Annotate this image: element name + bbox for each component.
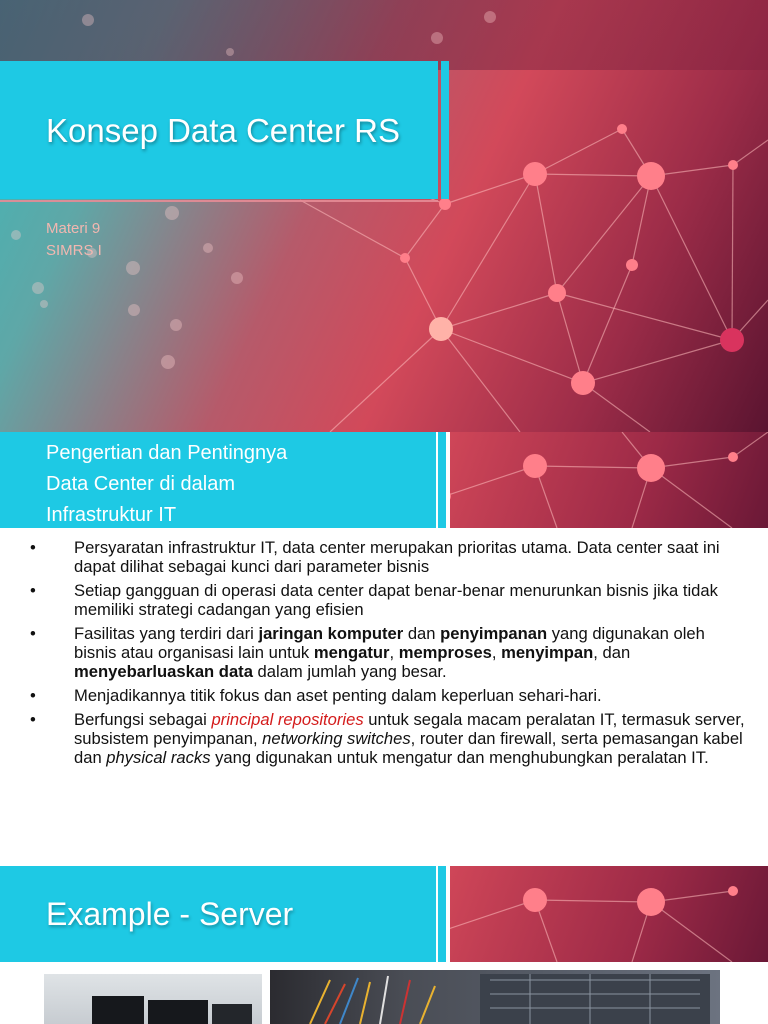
subtitle-materi: Materi 9 xyxy=(46,220,101,237)
bullet-text: Berfungsi sebagai xyxy=(74,710,212,729)
italic-term: physical racks xyxy=(106,748,211,767)
bullet-text: , router dan firewall, serta pemasangan kabel dan xyxy=(74,729,743,767)
cables-graphic xyxy=(270,970,720,1024)
heading-line: Infrastruktur IT xyxy=(46,504,177,526)
server-rack xyxy=(148,1000,208,1024)
server-rack xyxy=(92,996,144,1024)
bullet-item: • Menjadikannya titik fokus dan aset penting dalam keperluan sehari-hari. xyxy=(28,686,748,705)
bullet-text: , xyxy=(491,643,502,662)
bullet-list xyxy=(28,538,748,772)
network-graphic-small xyxy=(450,866,768,962)
bullet-item xyxy=(28,710,748,767)
slide-heading xyxy=(46,438,426,531)
server-rack-photo xyxy=(44,974,262,1024)
bullet-text: dalam jumlah yang besar. xyxy=(252,662,447,681)
bullet-text: yang digunakan oleh bisnis atau organisasi lain untuk xyxy=(74,624,705,662)
subtitle-course: SIMRS I xyxy=(46,242,102,259)
example-slide xyxy=(0,866,768,1024)
title-slide xyxy=(0,0,768,432)
bold-term: menyimpan xyxy=(501,643,594,662)
bullet-text: dan xyxy=(403,624,441,643)
bullet-text: , dan xyxy=(593,643,631,662)
bullet-item xyxy=(28,624,748,681)
slide-title: Example - Server xyxy=(46,896,294,932)
heading-line: Data Center di dalam xyxy=(46,473,235,495)
bullet-item: • Persyaratan infrastruktur IT, data center merupakan prioritas utama. Data center saat ini dapat dilihat sebagai kunci dari parameter bisnis xyxy=(28,538,748,576)
highlighted-term: principal repositories xyxy=(211,710,364,729)
heading-band-edge xyxy=(438,866,446,962)
italic-term: networking switches xyxy=(262,729,411,748)
heading-network-panel xyxy=(450,866,768,962)
title-band-edge xyxy=(441,61,449,199)
bullet-text: , xyxy=(389,643,399,662)
bold-term: jaringan komputer xyxy=(258,624,404,643)
definition-slide xyxy=(0,432,768,864)
heading-band-edge xyxy=(438,432,446,528)
data-center-photo xyxy=(270,970,720,1024)
bullet-text: untuk segala macam peralatan IT, termasuk server, subsistem penyimpanan, xyxy=(74,710,745,748)
bold-term: penyimpanan xyxy=(440,624,548,643)
heading-line: Pengertian dan Pentingnya xyxy=(46,442,288,464)
slide-title: Konsep Data Center RS xyxy=(46,112,401,149)
title-rule xyxy=(0,200,438,202)
bold-term: mengatur xyxy=(313,643,390,662)
bold-term: menyebarluaskan data xyxy=(74,662,253,681)
bullet-text: yang digunakan untuk mengatur dan menghubungkan peralatan IT. xyxy=(210,748,709,767)
bullet-text: Fasilitas yang terdiri dari xyxy=(74,624,259,643)
bullet-item: • Setiap gangguan di operasi data center dapat benar-benar menurunkan bisnis jika tidak memiliki strategi cadangan yang efisien xyxy=(28,581,748,619)
server-rack xyxy=(212,1004,252,1024)
heading-network-panel xyxy=(450,432,768,528)
bold-term: memproses xyxy=(398,643,492,662)
network-graphic-small xyxy=(450,432,768,528)
